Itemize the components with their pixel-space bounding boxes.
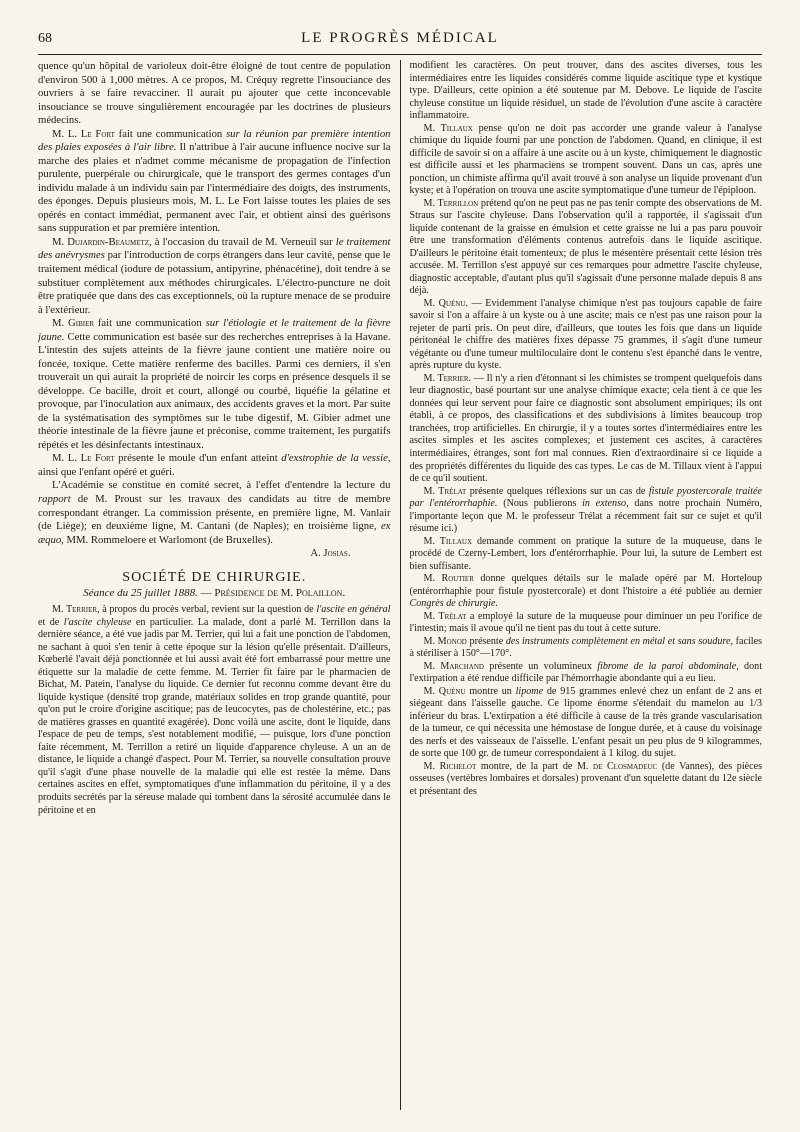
speaker-name: M. Trélat (423, 485, 467, 497)
paragraph (38, 452, 391, 479)
right-column (400, 60, 763, 1110)
paragraph (410, 636, 763, 661)
speaker-name: M. Terrier (423, 372, 469, 384)
paragraph-text: montre, de la part de (476, 760, 577, 772)
paragraph-text: présente un volumineux (483, 660, 598, 672)
paragraph-text: demande comment on pratique la suture de la muqueuse, dans le procédé de Czerny-Lembert, lors d'entérorrhaphie. Pour lui, la suture de Lembert est bien suffisante. (409, 535, 762, 572)
speaker-name: M. Gibier (52, 317, 95, 330)
communication-title: d'exstrophie de la vessie (281, 452, 388, 465)
paragraph (410, 60, 763, 123)
paragraph (38, 128, 391, 236)
page-number: 68 (38, 31, 52, 46)
speaker-name: M. Richelot (423, 760, 477, 772)
paragraph (38, 317, 391, 452)
paragraph-text: Cette communication est basée sur des recherches entreprises à la Havane. L'intestin des sujets atteints de la fièvre jaune contient une matière noire ou foncée, toxique. Cette matière renferme des bacilles. Parmi ces derniers, il s'en trouverait un qui aurait la propriété de noircir les corps en présence desquels il se développe. Ce bacille, droit et court, allongé ou courbé, liquéfie la gélatine et provoque, par l'inoculation aux animaux, des accidents graves et la mort. Par suite de la systématisation des symptômes sur le tube digestif, M. Gibier admet une théorie intestinale de la fièvre jaune et préconise, comme traitement, les purgatifs répétés et les désinfectants intestinaux. (38, 330, 391, 451)
paragraph-text: et de (38, 616, 64, 628)
emphasis: in extenso (582, 498, 627, 510)
speaker-name: M. Trélat (423, 610, 467, 622)
paragraph-text: présente quelques réflexions sur un cas de (466, 485, 649, 497)
communication-title: lipome (515, 685, 544, 697)
communication-title: fibrome de la paroi abdominale (597, 660, 737, 672)
small-text-block (38, 604, 391, 817)
paragraph (38, 60, 391, 128)
communication-title: fistule pyostercorale traitée par l'entérorrhaphie. (409, 485, 762, 510)
speaker-name: M. Monod (423, 635, 467, 647)
speaker-name: M. de Closmadeuc (576, 760, 658, 772)
paragraph-text: . — Evidemment l'analyse chimique n'est pas toujours capable de faire savoir si l'on a affaire à un kyste ou à une ascite; mais ce n'est pas une raison pour la rejeter de parti pris. On peut dire, d'ailleurs, que toutes les fois que dans un liquide péritonéal le chiffre des matières fixes dépasse 75 grammes, il s'agit d'une tumeur végétante ou d'une tumeur multiloculaire dont le contenu s'est épanché dans le ventre, après rupture du kyste. (409, 297, 762, 372)
paragraph (410, 661, 763, 686)
paragraph-text: fait une communication (114, 127, 226, 140)
paragraph-text: par l'introduction de corps étrangers dans leur cavité, pense que le traitement médical (iodure de potassium, antipyrine, phénacétine), doit tendre à se substituer complètement aux méthodes chirurgicales. L'électro-puncture ne doit être pratiquée que dans des cas exceptionnels, où la rupture menace de se produire à l'extérieur. (38, 249, 391, 316)
communication-title: sur l'étiologie et le traitement de la fièvre jaune. (38, 317, 391, 343)
journal-title: LE PROGRÈS MÉDICAL (301, 30, 499, 46)
paragraph (38, 479, 391, 547)
communication-title: le traitement des anévrysmes (38, 235, 391, 262)
paragraph-text: faciles à stériliser à 150°—170°. (409, 635, 762, 660)
emphasis: rapport (38, 493, 71, 505)
speaker-name: M. Quénu (423, 685, 466, 697)
speaker-name: M. L. Le Fort (52, 452, 115, 465)
speaker-name: M. Tillaux (423, 535, 473, 547)
session-president: — Présidence de M. Polaillon. (197, 587, 346, 600)
page-header (38, 30, 762, 55)
paragraph-text: , à propos du procès verbal, revient sur la question de (97, 604, 317, 616)
paragraph-text: de 915 grammes enlevé chez un enfant de 2 ans et siégeant dans l'aisselle gauche. Ce lipome énorme s'étendait du mamelon au 1/3 inférieur du bras. L'extirpation a été difficile à cause de la très grande vascularisation de la tumeur, ce qui nécessita une hémostase de longue durée, et à cause du voisinage des nerfs et des vaisseaux de l'aisselle. L'enfant pesait un peu plus de 9 kilogrammes, de sorte que 100 gr. de tumeur correspondaient à 1 kilog. du sujet. (409, 685, 762, 760)
paragraph (410, 536, 763, 574)
paragraph-text: L'Académie se constitue en comité secret, à l'effet d'entendre la lecture du (52, 479, 391, 492)
paragraph (410, 486, 763, 536)
paragraph (410, 198, 763, 298)
paragraph-text: a employé la suture de la muqueuse pour diminuer un peu l'orifice de l'intestin; mais il avoue qu'il ne tient pas du tout à cette suture. (409, 610, 762, 635)
paragraph (410, 761, 763, 799)
paragraph-text: , à l'occasion du travail de M. Verneuil sur (149, 235, 336, 248)
speaker-name: M. Quénu (423, 297, 466, 309)
paragraph-text: , MM. Rommeloere et Warlomont (de Bruxelles). (61, 533, 273, 546)
paragraph-text: présente (466, 635, 506, 647)
paragraph (410, 686, 763, 761)
paragraph-text: . — Il n'y a rien d'étonnant si les chimistes se trompent quelquefois dans leur diagnostic, basé pourtant sur une analyse chimique exacte; cela tient à ce que les données qui leur servent pour faire ce diagnostic sont absolument empiriques; ils ont établi, à ce propos, des classifications et des subdivisions à limites beaucoup trop tranchées, trop artificielles. En chirurgie, il y a toutes sortes d'intermédiaires entre les ascites simples et les ascites complexes; et justement ces ascites, à caractères intermédiaires, étranges, sont fort mal connues. Rien d'extraordinaire si ce liquide a des propriétés différentes du liquide des cas types. Le cas de M. Tillaux vient à l'appui de ce qu'il soutient. (409, 372, 762, 485)
paragraph-text: , dans notre prochain Numéro, l'importante leçon que M. le professeur Trélat a récemment fait sur ce sujet et qu'il résume ici.) (409, 498, 762, 535)
section-subtitle (38, 587, 391, 601)
paragraph-text: modifient les caractères. On peut trouver, dans des ascites diverses, tous les intermédiaires entre les liquides considérés comme liquide ascitique type et kystique type. D'ailleurs, cette opinion a été soutenue par M. Debove. Le liquide de l'ascite chyleuse constitue un liquide résiduel, un stade de l'évolution d'une ascite à caractère inflammatoire. (409, 60, 762, 122)
speaker-name: M. Terrier (52, 604, 98, 616)
paragraph (38, 604, 391, 817)
emphasis: l'ascite chyleuse (63, 616, 132, 628)
paragraph-text: donne quelques détails sur le malade opéré par M. Horteloup (entérorrhaphie pour fistule pyostercorale) et dont l'histoire a été publiée au dernier (409, 573, 762, 597)
speaker-name: M. Routier (423, 573, 474, 585)
paragraph (410, 298, 763, 373)
communication-title: sur la réunion par première intention des plaies exposées à l'air libre. (38, 127, 391, 154)
paragraph-text: (Nous publierons (497, 498, 583, 510)
paragraph-text: présente le moule d'un enfant atteint (114, 452, 282, 465)
speaker-name: M. Tillaux (423, 122, 473, 134)
section-title: SOCIÉTÉ DE CHIRURGIE. (122, 569, 307, 585)
communication-title: des instruments complètement en métal et sans soudure, (505, 635, 733, 647)
paragraph (410, 573, 763, 611)
left-column (38, 60, 400, 1110)
speaker-name: M. Dujardin-Beaumetz (52, 235, 150, 248)
paragraph-text: montre un (465, 685, 516, 697)
paragraph (38, 236, 391, 317)
paragraph-text: pense qu'on ne doit pas accorder une grande valeur à l'analyse chimique du liquide fourni par une ponction de l'abdomen. Quand, en clinique, il est difficile de savoir si on a affaire à une ascite ou à un kyste, chimiquement le diagnostic est difficile aussi et les pharmaciens se trompent souvent. Dans un cas, après une ponction, un chimiste affirma qu'il avait trouvé à son analyse un liquide provenant d'un kyste; et à l'opération on trouva une ascite symptomatique d'une tumeur de l'épiploon. (409, 122, 762, 197)
paragraph-text: , dont l'extirpation a été rendue difficile par l'hémorrhagie abondante qui a eu lieu. (409, 660, 762, 685)
paragraph-text: Il n'attribue à l'air aucune influence nocive sur la marche des plaies et n'admet comme mécanisme de propagation de l'infection purulente, puerpérale ou chirurgicale, que le transport des germes contages d'un individu malade à un individu sain par l'intermédiaire des doigts, des instruments, des éponges. Depuis plusieurs mois, M. L. Le Fort laisse toutes les plaies de ses opérés en contact immédiat, permanent avec l'air, et obtient ainsi des guérisons sans suppuration et par première intention. (38, 141, 391, 235)
communication-title: Congrès de chirurgie. (409, 598, 498, 610)
text-columns (38, 60, 762, 1110)
speaker-name: M. L. Le Fort (52, 127, 115, 140)
paragraph-text: en particulier. La malade, dont a parlé M. Terrillon dans la dernière séance, a été vue jadis par M. Terrier, qui lui a fait une ponction de l'abdomen, ne sachant à quoi s'en tenir à cette époque sur la lésion qu'elle présentait. D'ailleurs, Kœberlé l'avait déjà ponctionnée et lui aussi avait été fort embarrassé pour mettre une étiquette sur la maladie de cette femme. M. Terrier fit faire par le pharmacien de Bichat, M. Patein, l'analyse du liquide. Ce dernier fut reconnu comme devant être du liquide kystique (densité trop grande, matériaux solides en trop grande quantité, pour qu'on put le croire d'origine ascitique; pas de leucocytes, pas de cholestérine, etc.; pas de matières grasses en quantité exagérée). Donc voilà une ascite, dont le liquide, dans l'espace de peu de temps, s'est notablement modifié, — puisque, lors d'une ponction faite récemment, M. Terrillon a retiré un liquide d'apparence chyleuse. A un an de distance, le liquide a changé d'aspect. Pour M. Terrier, sa nouvelle consultation prouve qu'il s'agit d'une phase nouvelle de la maladie qui elle est restée la même. Dans certaines ascites en effet, symptomatiques d'une inflammation du péritoine, il y a des produits secrétés par la séreuse malade qui tombent dans la sérosité accumulée dans le péritoine et en (38, 616, 391, 816)
paragraph (410, 123, 763, 198)
paragraph-text: quence qu'un hôpital de varioleux doit-être éloigné de tout centre de population d'environ 500 à 1,000 mètres. A ce propos, M. Créquy regrette l'insouciance des ouvriers à se faire revacciner. Il aurait pu ajouter que cette inconcevable insouciance se trouve singulièrement encouragée par les doctrines de plusieurs médecins. (38, 60, 391, 127)
session-date: Séance du 25 juillet 1888. (83, 587, 198, 600)
author-signature: A. Josias. (310, 547, 351, 560)
paragraph-text: (de Vannes), des pièces osseuses (vertèbres lombaires et dorsales) provenant d'un squelette datant du 12e siècle et présentant des (409, 760, 762, 797)
speaker-name: M. Marchand (423, 660, 484, 672)
paragraph-text: prétend qu'on ne peut pas ne pas tenir compte des observations de M. Straus sur l'ascite chyleuse. Dans l'observation qu'il a rapportée, il s'agissait d'un liquide contenant de la graisse en émulsion et cette graisse ne lui a pas paru pouvoir être une transformation d'éléments contenus autrefois dans le liquide ascitique. D'ailleurs le péritoine était tomenteux; de plus le mésentère présentait cette lésion très accusée. M. Terrillon s'est appuyé sur ces remarques pour admettre l'ascite chyleuse, diagnostic acceptable, d'autant plus qu'il s'agissait d'une personne malade depuis 8 ans déjà. (409, 197, 762, 297)
speaker-name: M. Terrillon (423, 197, 479, 209)
paragraph-text: , ainsi que l'enfant opéré et guéri. (38, 452, 391, 478)
emphasis: l'ascite en général (316, 604, 391, 616)
emphasis: ex æquo (38, 520, 391, 546)
paragraph-text: fait une communication (94, 317, 206, 330)
paragraph (410, 611, 763, 636)
paragraph-text: de M. Proust sur les travaux des candidats au titre de membre correspondant étranger. La commission présente, en première ligne, M. Vanlair (de Liège); en deuxième ligne, M. Cantani (de Naples); en troisième ligne, (38, 493, 391, 533)
paragraph (410, 373, 763, 486)
